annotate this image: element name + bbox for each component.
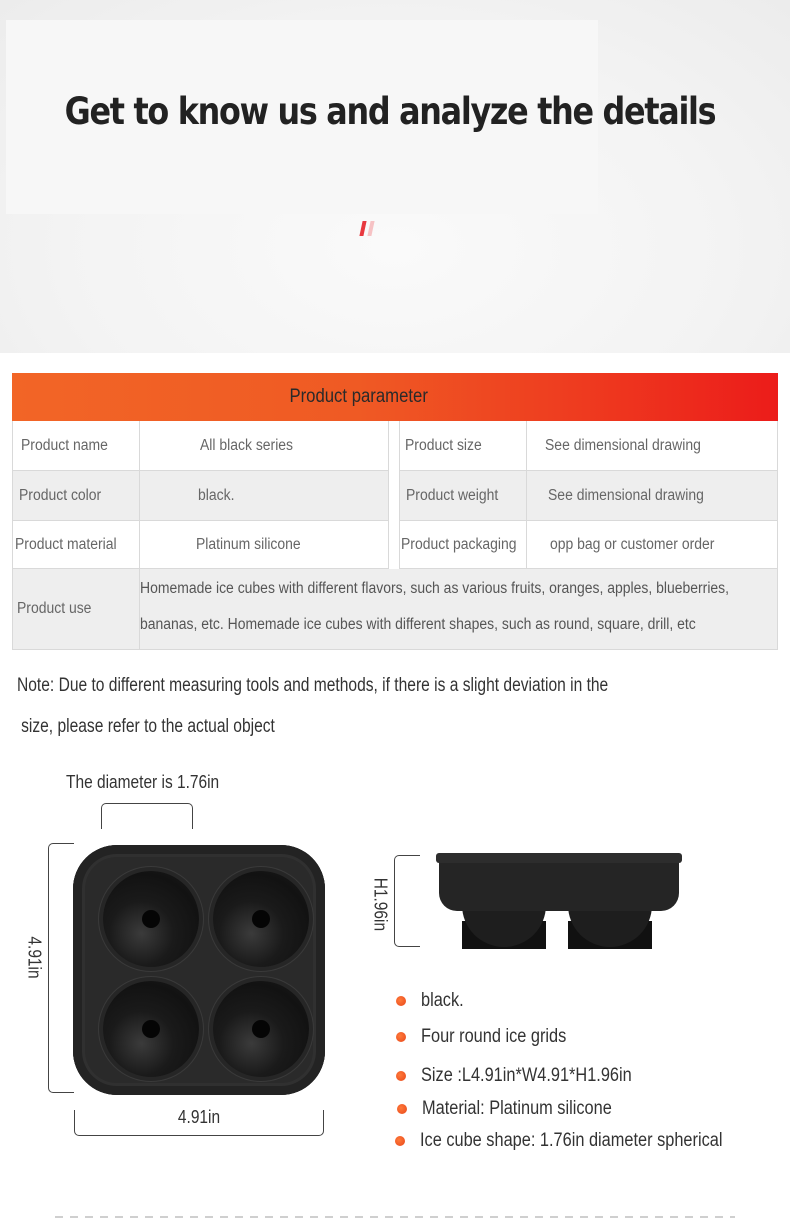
list-item: black. [396,990,471,1012]
list-item: Four round ice grids [396,1026,590,1048]
height-label: H1.96in [370,877,391,932]
list-item: Ice cube shape: 1.76in diameter spherical [395,1130,772,1152]
length-label: 4.91in [177,1107,221,1127]
table-body [12,421,778,650]
table-row-value: See dimensional drawing [527,421,778,471]
sphere-cavity [103,871,199,967]
ice-tray-top-view-image [73,845,325,1095]
sphere-cavity [213,981,309,1077]
list-item: Material: Platinum silicone [397,1098,643,1120]
list-item: Size :L4.91in*W4.91*H1.96in [396,1065,666,1087]
bullet-dot-icon [396,1032,406,1042]
table-row-value: black. [140,471,389,521]
bullet-dot-icon [397,1104,407,1114]
table-row-value: opp bag or customer order [527,521,778,569]
accent-marks-icon [360,221,382,237]
product-parameter-table [12,373,778,650]
table-row-label: Product name [12,421,140,471]
product-use-text: Homemade ice cubes with different flavors, such as various fruits, oranges, apples, blueberries, bananas, etc. Homemade ice cubes with different shapes, such as round, square, drill, etc [140,580,730,633]
bullet-dot-icon [395,1136,405,1146]
table-row-value: All black series [140,421,389,471]
table-row-label: Product color [12,471,140,521]
diameter-label: The diameter is 1.76in [66,772,220,792]
bullet-dot-icon [396,996,406,1006]
width-bracket [48,843,74,1093]
table-row-label: Product material [12,521,140,569]
table-title: Product parameter [289,386,429,407]
table-row-label: Product weight [399,471,527,521]
table-row-value: Platinum silicone [140,521,389,569]
table-row-label: Product packaging [399,521,527,569]
measurement-note: Note: Due to different measuring tools and methods, if there is a slight deviation in the size, please refer to the actual object [17,675,609,737]
ice-tray-side-view-image [436,853,682,953]
table-row-label: Product use [12,569,140,650]
width-label: 4.91in [24,936,45,979]
diameter-bracket [101,803,193,829]
table-row-value: See dimensional drawing [527,471,778,521]
bullet-dot-icon [396,1071,406,1081]
hero-title: Get to know us and analyze the details [64,90,716,133]
table-header [12,373,778,421]
table-row-label: Product size [399,421,527,471]
hero-banner [0,0,790,353]
height-bracket [394,855,420,947]
sphere-cavity [213,871,309,967]
sphere-cavity [103,981,199,1077]
